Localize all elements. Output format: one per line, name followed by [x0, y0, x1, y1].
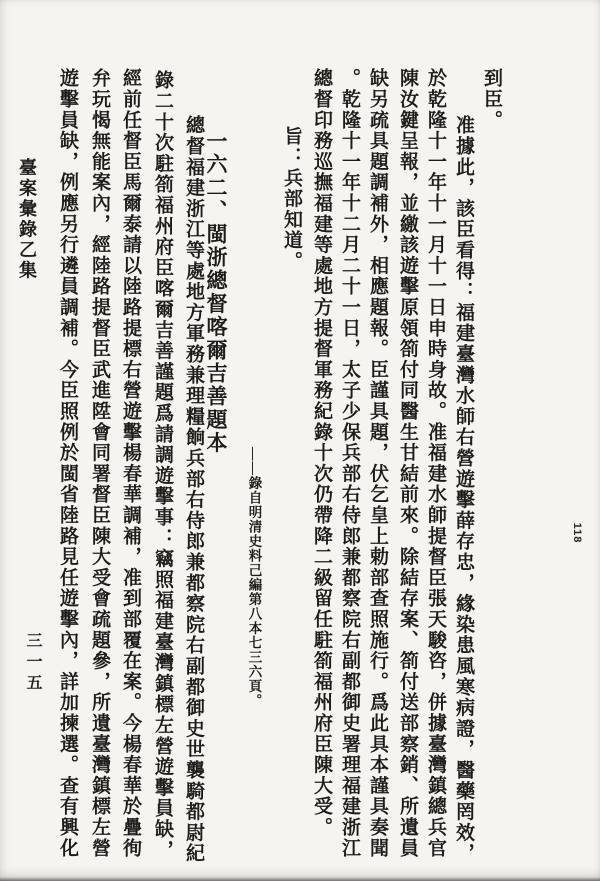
folio-page-number: 118	[571, 522, 583, 544]
volume-page-number: 三一五	[24, 632, 41, 695]
text-column: 於乾隆十一年十一月十一日申時身故。准福建水師提督臣張天駿咨，併據臺灣鎮總兵官	[425, 68, 446, 859]
text-column: 旨：兵部知道。	[281, 126, 302, 272]
source-attribution: ——錄自明清史料己編第八本七三六頁。	[246, 447, 262, 708]
text-column: 到臣。	[481, 68, 502, 131]
text-column: 。乾隆十一年十二月二十一日，太子少保兵部右侍郎兼都察院右副都御史署理福建浙江	[339, 68, 360, 859]
text-column: 弁玩愒無能案內，經陸路提督臣武進陞會同署督臣陳大受會疏題參，所遺臺灣鎮標左營	[89, 68, 110, 859]
book-title: 臺案彙錄乙集	[17, 158, 37, 281]
text-column: 遊擊員缺，例應另行遴員調補。今臣照例於閩省陸路見任遊擊內，詳加揀選。查有興化	[57, 68, 78, 859]
text-column: 總督印務巡撫福建等處地方提督軍務紀錄十次仍帶降二級留任駐箚福州府臣陳大受。	[311, 68, 332, 838]
document-title: 一六二、閩浙總督喀爾吉善題本	[204, 130, 228, 455]
text-column: 陳汝鍵呈報，並繳該遊擊原領箚付同醫生甘結前來。除結存案、箚付送部察銷、所遺員	[397, 68, 418, 859]
text-column: 缺另疏具題調補外，相應題報。臣謹具題，伏乞皇上勅部查照施行。爲此具本謹具奏聞	[367, 68, 388, 859]
text-column: 准據此，該臣看得：福建臺灣水師右營遊擊薛存忠，緣染患風寒病證，醫藥罔效，	[453, 115, 474, 864]
text-column: 總督福建浙江等處地方軍務兼理糧餉兵部右侍郎兼都察院右副都御史世襲騎都尉紀	[183, 115, 204, 864]
text-column: 經前任督臣馬爾泰請以陸路提標右營遊擊楊春華調補，准到部覆在案。今楊春華於疊徇	[120, 68, 141, 859]
text-column: 錄二十次駐箚福州府臣喀爾吉善謹題爲請調遊擊事：竊照福建臺灣鎮標左營遊擊員缺，	[152, 70, 173, 861]
